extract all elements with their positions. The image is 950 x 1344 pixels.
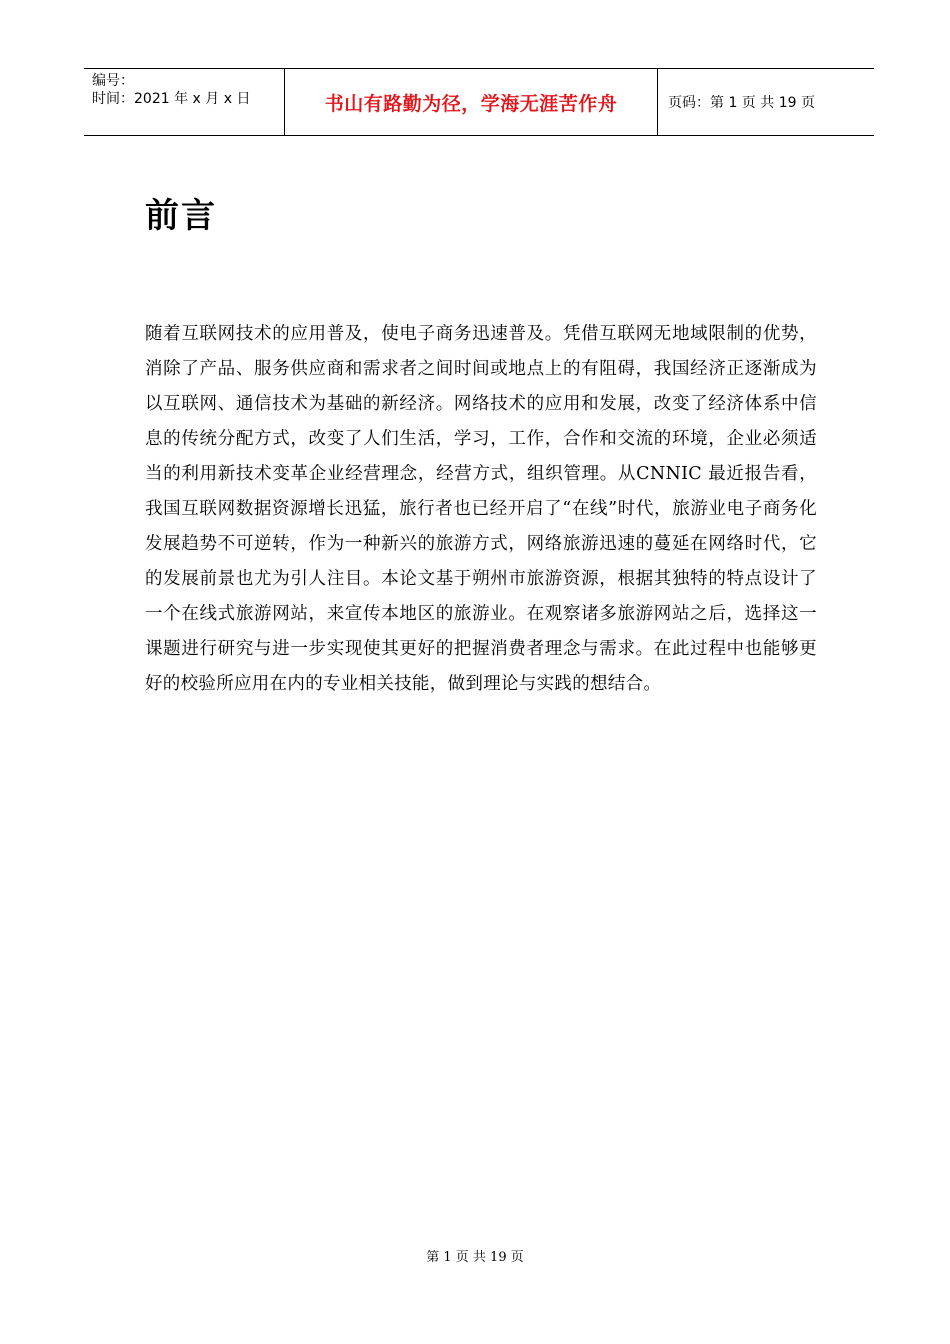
page-footer: 第 1 页 共 19 页 — [426, 1250, 524, 1265]
header-motto-cell — [285, 69, 658, 135]
section-title: 前言 — [145, 196, 217, 236]
document-header — [84, 68, 874, 136]
date-label: 时间：2021 年 x 月 x 日 — [92, 91, 251, 107]
header-meta-cell — [84, 69, 285, 135]
serial-number-label: 编号： — [92, 73, 134, 89]
body-paragraph: 随着互联网技术的应用普及，使电子商务迅速普及。凭借互联网无地域限制的优势，消除了产品、服务供应商和需求者之间时间或地点上的有阻碍，我国经济正逐渐成为以互联网、通信技术为基础的新经济。网络技术的应用和发展，改变了经济体系中信息的传统分配方式，改变了人们生活，学习，工作，合作和交流的环境，企业必须适当的利用新技术变革企业经营理念，经营方式，组织管理。从CNNIC 最近报告看，我国互联网数据资源增长迅猛，旅行者也已经开启了“在线”时代，旅游业电子商务化发展趋势不可逆转，作为一种新兴的旅游方式，网络旅游迅速的蔓延在网络时代，它的发展前景也尤为引人注目。本论文基于朔州市旅游资源，根据其独特的特点设计了一个在线式旅游网站，来宣传本地区的旅游业。在观察诸多旅游网站之后，选择这一课题进行研究与进一步实现使其更好的把握消费者理念与需求。在此过程中也能够更好的校验所应用在内的专业相关技能，做到理论与实践的想结合。 — [145, 324, 817, 694]
header-page-info: 页码：第 1 页 共 19 页 — [668, 95, 815, 111]
header-page-cell — [658, 69, 874, 135]
motto-text: 书山有路勤为径，学海无涯苦作舟 — [324, 92, 618, 115]
